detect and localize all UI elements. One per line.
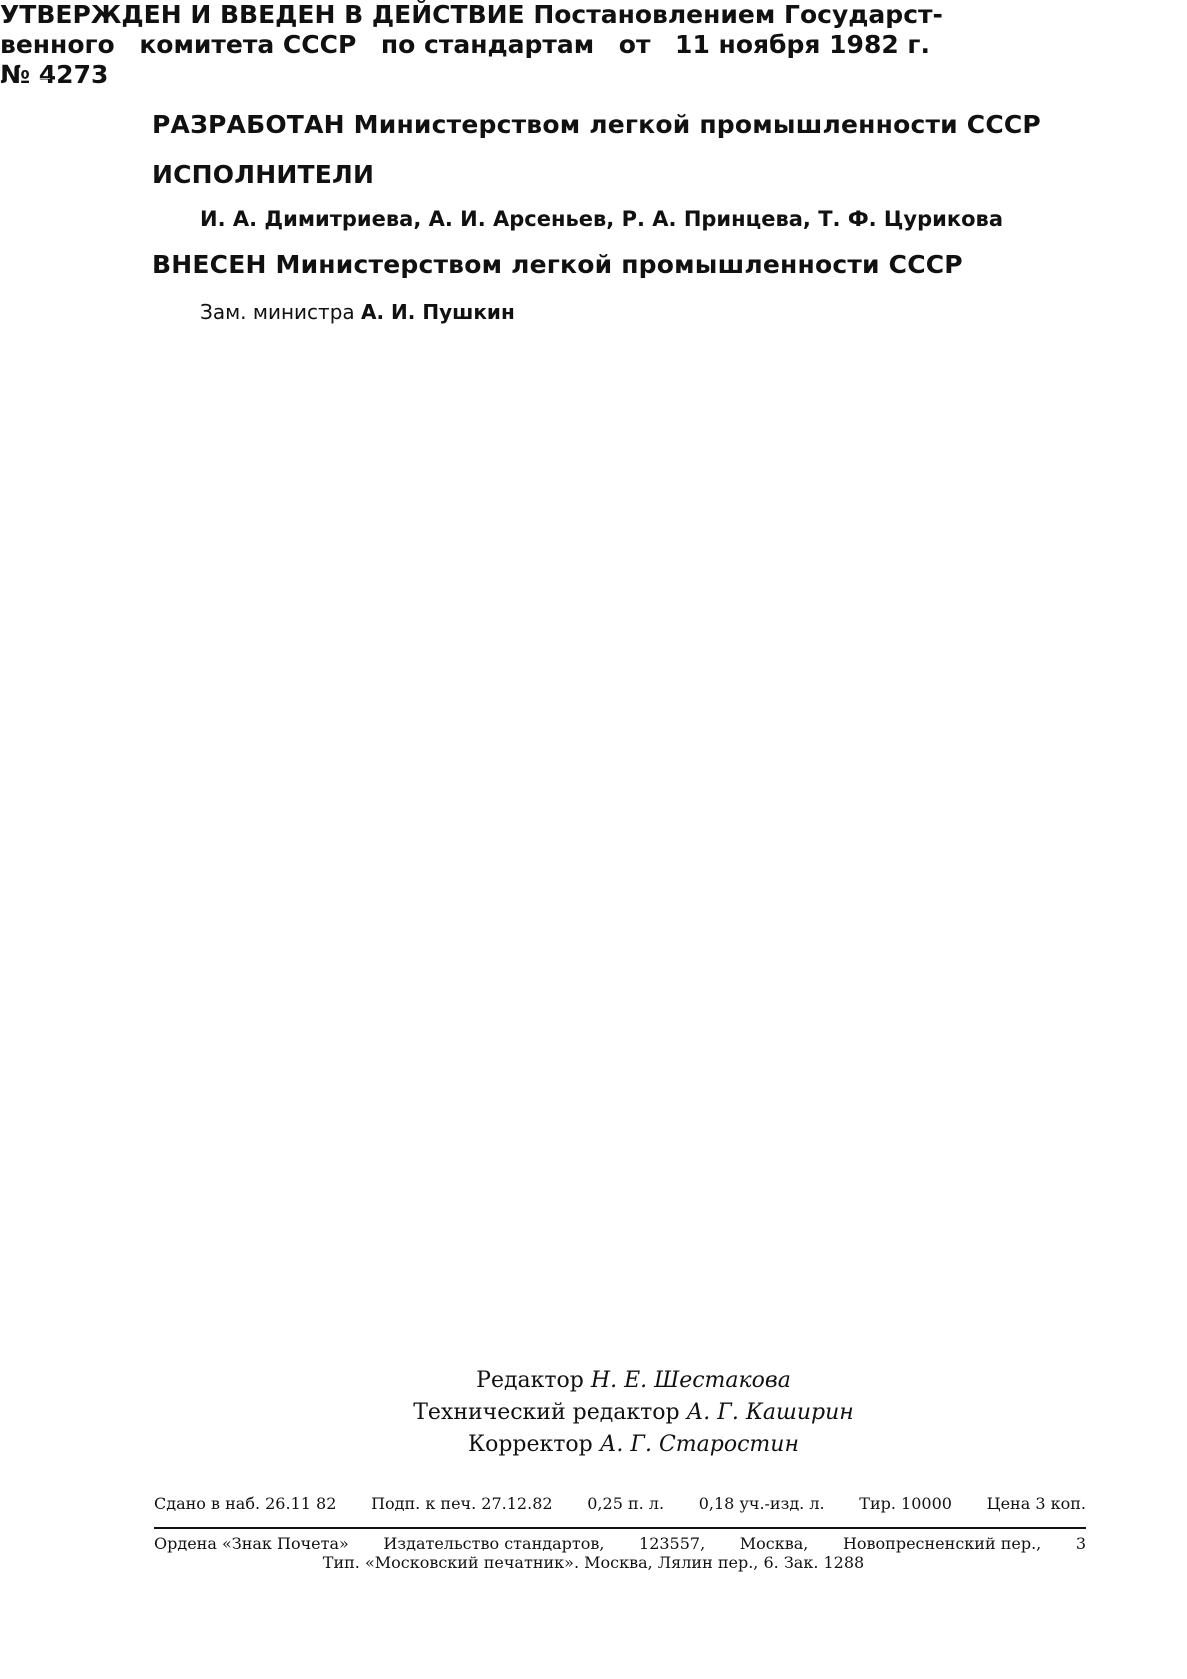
publisher-line xyxy=(154,1534,1086,1553)
approval-word: комитета СССР xyxy=(139,30,357,59)
printing-part: Тир. 10000 xyxy=(859,1494,952,1513)
deputy-label: Зам. министра xyxy=(200,300,355,324)
tech-editor-name: А. Г. Каширин xyxy=(686,1400,854,1425)
approval-word: от xyxy=(618,30,651,59)
approval-statement xyxy=(0,0,943,90)
corner-mark xyxy=(40,78,50,79)
deputy-name: А. И. Пушкин xyxy=(361,300,515,324)
publisher-part: Новопресненский пер., xyxy=(842,1534,1042,1553)
publisher-part: 3 xyxy=(1075,1534,1086,1553)
publisher-part: Издательство стандартов, xyxy=(383,1534,605,1553)
introduced-by-line xyxy=(152,250,963,279)
typography-line: Тип. «Московский печатник». Москва, Лялин пер., 6. Зак. 1288 xyxy=(322,1553,865,1572)
editor-name: Н. Е. Шестакова xyxy=(590,1368,791,1393)
publisher-part: Ордена «Знак Почета» xyxy=(154,1534,349,1553)
publisher-part: 123557, xyxy=(639,1534,706,1553)
printing-part: 0,25 п. л. xyxy=(587,1494,665,1513)
editor-credit xyxy=(40,1368,1187,1393)
approval-line-1: УТВЕРЖДЕН И ВВЕДЕН В ДЕЙСТВИЕ Постановлением Государст- xyxy=(0,0,943,29)
executors-heading: ИСПОЛНИТЕЛИ xyxy=(152,160,375,189)
printing-part: 0,18 уч.-изд. л. xyxy=(698,1494,825,1513)
approval-word: 11 ноября 1982 г. xyxy=(675,30,930,59)
approval-line-2 xyxy=(0,30,930,60)
tech-editor-label: Технический редактор xyxy=(413,1400,680,1425)
tech-editor-credit xyxy=(40,1400,1187,1425)
corrector-credit xyxy=(40,1432,1187,1457)
printing-part: Цена 3 коп. xyxy=(986,1494,1086,1513)
corrector-label: Корректор xyxy=(468,1432,593,1457)
developed-by-line xyxy=(152,110,1041,139)
divider-rule xyxy=(154,1527,1086,1529)
approval-word: по стандартам xyxy=(380,30,595,59)
deputy-minister-line xyxy=(200,300,515,324)
corrector-name: А. Г. Старостин xyxy=(599,1432,799,1457)
publisher-part: Москва, xyxy=(739,1534,809,1553)
approval-line-3: № 4273 xyxy=(0,60,109,89)
developed-by: Министерством легкой промышленности СССР xyxy=(353,110,1041,139)
developed-label: РАЗРАБОТАН xyxy=(152,110,345,139)
editor-label: Редактор xyxy=(476,1368,584,1393)
executors-names: И. А. Димитриева, А. И. Арсеньев, Р. А. Принцева, Т. Ф. Цурикова xyxy=(200,207,1003,231)
introduced-label: ВНЕСЕН xyxy=(152,250,267,279)
printing-details xyxy=(154,1494,1086,1513)
introduced-by: Министерством легкой промышленности СССР xyxy=(275,250,963,279)
printing-part: Подп. к печ. 27.12.82 xyxy=(371,1494,553,1513)
printing-part: Сдано в наб. 26.11 82 xyxy=(154,1494,337,1513)
approval-word: венного xyxy=(0,30,115,59)
